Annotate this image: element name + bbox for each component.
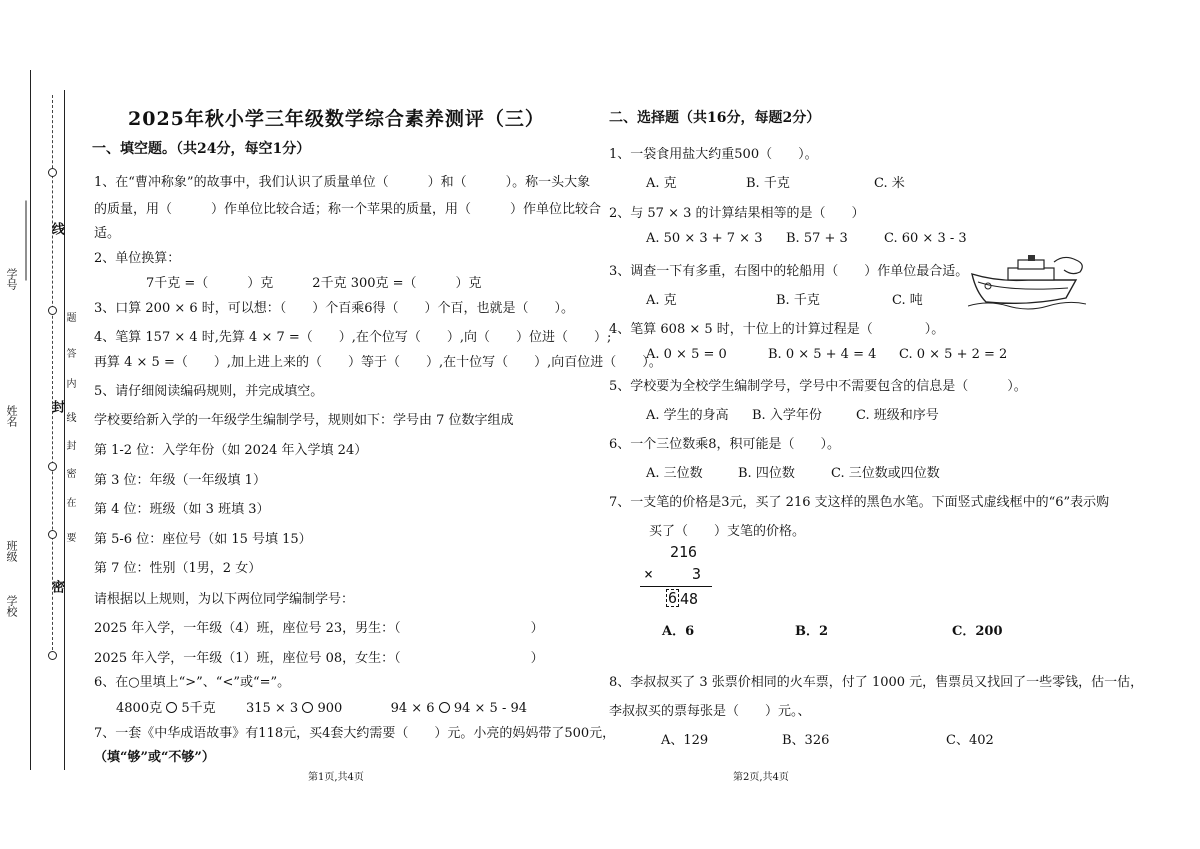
warning-char: 要	[64, 532, 75, 542]
ship-illustration	[968, 252, 1086, 310]
choice-q4-option-c[interactable]: C. 0 × 5 + 2 = 2	[899, 347, 1008, 362]
fill-q5-rule: 第 4 位：班级（如 3 班填 3）	[94, 502, 270, 517]
result-rest: 48	[680, 590, 699, 608]
choice-q8-option-c[interactable]: C、402	[946, 733, 994, 748]
fill-q5-rule-intro: 学校要给新入学的一年级学生编制学号，规则如下：学号由 7 位数字组成	[94, 413, 514, 428]
seal-hole	[48, 651, 57, 660]
warning-char: 答	[64, 348, 75, 358]
choice-q3-option-a[interactable]: A. 克	[646, 293, 677, 308]
dashed-box-digit: 6	[668, 589, 678, 607]
fill-q5-rule: 第 3 位：年级（一年级填 1）	[94, 473, 266, 488]
fill-q7-line2: （填“够”或“不够”）	[94, 750, 215, 765]
choice-q2-option-b[interactable]: B. 57 + 3	[786, 231, 848, 246]
compare-circle[interactable]	[302, 702, 313, 713]
fill-q6-heading: 6、在○里填上“>”、“<”或“=”。	[94, 675, 291, 690]
section-choice-heading: 二、选择题（共16分，每题2分）	[609, 110, 821, 126]
choice-q4-stem: 4、笔算 608 × 5 时，十位上的计算过程是（ ）。	[609, 322, 945, 337]
times-sign: ×	[644, 565, 654, 583]
choice-q1-stem: 1、一袋食用盐大约重500（ ）。	[609, 147, 818, 162]
fill-q5-student2: 2025 年入学，一年级（1）班，座位号 08，女生：（ ）	[94, 651, 544, 666]
warning-char: 题	[64, 312, 75, 322]
fill-q4-line1: 4、笔算 157 × 4 时,先算 4 × 7 =（ ）,在个位写（ ）,向（ ）位进（ ）;	[94, 330, 612, 345]
exam-title: 2025年秋小学三年级数学综合素养测评（三）	[128, 108, 545, 130]
fill-q1-line1: 1、在“曹冲称象”的故事中，我们认识了质量单位（ ）和（ ）。称一头大象	[94, 175, 591, 190]
seal-char-secret: 密	[49, 580, 64, 593]
choice-q2-option-a[interactable]: A. 50 × 3 + 7 × 3	[646, 231, 763, 246]
choice-q8-option-b[interactable]: B、326	[782, 733, 830, 748]
choice-q7-option-c[interactable]: C．200	[952, 624, 1003, 639]
compare-right-2: 900	[317, 701, 343, 716]
choice-q3-option-b[interactable]: B. 千克	[776, 293, 820, 308]
compare-circle[interactable]	[439, 702, 450, 713]
choice-q6-option-c[interactable]: C. 三位数或四位数	[831, 466, 940, 481]
margin-line-inner	[64, 90, 65, 770]
seal-hole	[48, 462, 57, 471]
fill-q5-instruction: 请根据以上规则，为以下两位同学编制学号：	[94, 592, 355, 607]
fill-q5-rule: 第 5-6 位：座位号（如 15 号填 15）	[94, 532, 312, 547]
choice-q5-option-c[interactable]: C. 班级和序号	[856, 408, 939, 423]
section-fill-in-heading: 一、填空题。（共24分，每空1分）	[92, 141, 311, 157]
choice-q7-line2: 买了（ ）支笔的价格。	[649, 524, 806, 539]
fill-q7-line1: 7、一套《中华成语故事》有118元，买4套大约需要（ ）元。小亮的妈妈带了500元，	[94, 726, 616, 741]
choice-q6-option-a[interactable]: A. 三位数	[646, 466, 703, 481]
choice-q4-option-b[interactable]: B. 0 × 5 + 4 = 4	[768, 347, 877, 362]
compare-left-3: 94 × 6	[390, 701, 435, 716]
choice-q3-option-c[interactable]: C. 吨	[892, 293, 923, 308]
multiplicand: 216	[670, 543, 698, 561]
label-class: 班级	[5, 540, 18, 562]
fill-q1-line3: 适。	[94, 226, 121, 241]
choice-q1-option-b[interactable]: B. 千克	[746, 176, 790, 191]
choice-q8-line1: 8、李叔叔买了 3 张票价相同的火车票，付了 1000 元，售票员又找回了一些零钱，估一估，	[609, 675, 1144, 690]
fill-q2-conversions: 7千克 =（ ）克 2千克 300克 =（ ）克	[146, 276, 482, 291]
choice-q7-option-b[interactable]: B．2	[795, 624, 829, 639]
choice-q6-option-b[interactable]: B. 四位数	[738, 466, 795, 481]
fill-q5-heading: 5、请仔细阅读编码规则，并完成填空。	[94, 384, 324, 399]
fill-q5-rule: 第 1-2 位：入学年份（如 2024 年入学填 24）	[94, 443, 368, 458]
choice-q8-option-a[interactable]: A、129	[661, 733, 709, 748]
fill-q5-rule: 第 7 位：性别（1男，2 女）	[94, 561, 262, 576]
choice-q1-option-c[interactable]: C. 米	[874, 176, 905, 191]
compare-right-3: 94 × 5 - 94	[453, 701, 528, 716]
compare-left-1: 4800克	[116, 701, 163, 716]
fill-q2-heading: 2、单位换算：	[94, 251, 181, 266]
blank-line	[26, 201, 27, 281]
compare-circle[interactable]	[166, 702, 177, 713]
label-school: 学校	[5, 595, 18, 617]
seal-hole	[48, 168, 57, 177]
fill-q3: 3、口算 200 × 6 时，可以想：（ ）个百乘6得（ ）个百，也就是（ ）。	[94, 301, 575, 316]
choice-q7-option-a[interactable]: A．6	[662, 624, 695, 639]
choice-q2-option-c[interactable]: C. 60 × 3 - 3	[884, 231, 967, 246]
fill-q5-student1: 2025 年入学，一年级（4）班，座位号 23，男生：（ ）	[94, 621, 544, 636]
seal-char-seal: 封	[49, 400, 64, 413]
margin-line-outer	[30, 70, 31, 770]
choice-q8-line2: 李叔叔买的票每张是（ ）元。、	[609, 704, 811, 719]
choice-q3-stem: 3、调查一下有多重，右图中的轮船用（ ）作单位最合适。	[609, 264, 969, 279]
seal-char-line: 线	[49, 222, 64, 235]
fill-q4-line2: 再算 4 × 5 =（ ）,加上进上来的（ ）等于（ ）,在十位写（ ）,向百位进（ ）。	[94, 355, 662, 370]
choice-q1-option-a[interactable]: A. 克	[646, 176, 677, 191]
choice-q5-stem: 5、学校要为全校学生编制学号，学号中不需要包含的信息是（ ）。	[609, 379, 1027, 394]
choice-q2-stem: 2、与 57 × 3 的计算结果相等的是（ ）	[609, 206, 865, 221]
compare-right-1: 5千克	[181, 701, 216, 716]
warning-char: 封	[64, 440, 75, 450]
choice-q5-option-a[interactable]: A. 学生的身高	[646, 408, 729, 423]
page-footer-left: 第1页,共4页	[308, 772, 364, 783]
seal-hole	[48, 306, 57, 315]
warning-char: 在	[64, 497, 75, 507]
choice-q7-line1: 7、一支笔的价格是3元，买了 216 支这样的黑色水笔。下面竖式虚线框中的“6”表示购	[609, 495, 1110, 510]
label-name: 姓名	[5, 405, 18, 427]
multiplier: 3	[692, 565, 702, 583]
fill-q1-line2: 的质量，用（ ）作单位比较合适；称一个苹果的质量，用（ ）作单位比较合	[94, 202, 602, 217]
label-student-id: 学号	[5, 268, 18, 290]
page-footer-right: 第2页,共4页	[733, 772, 789, 783]
seal-hole	[48, 530, 57, 539]
vertical-multiplication	[640, 543, 720, 609]
warning-char: 密	[64, 468, 75, 478]
warning-char: 线	[64, 412, 75, 422]
fill-q6-comparisons	[116, 697, 527, 716]
seal-dashed-line	[52, 95, 53, 655]
choice-q4-option-a[interactable]: A. 0 × 5 = 0	[646, 347, 727, 362]
warning-char: 内	[64, 378, 75, 388]
compare-left-2: 315 × 3	[245, 701, 299, 716]
choice-q5-option-b[interactable]: B. 入学年份	[752, 408, 822, 423]
choice-q6-stem: 6、一个三位数乘8，积可能是（ ）。	[609, 437, 841, 452]
result-line	[640, 586, 712, 587]
